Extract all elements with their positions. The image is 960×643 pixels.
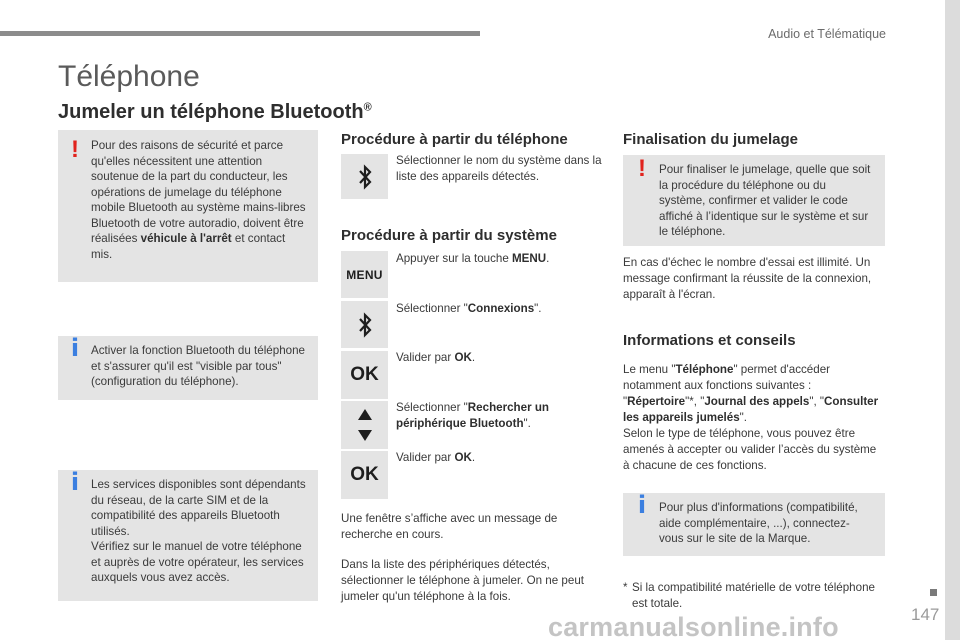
finalisation-heading: Finalisation du jumelage: [623, 131, 799, 148]
system-step-4: Sélectionner "Rechercher un périphérique Bluetooth".: [396, 401, 549, 430]
subtitle-text: Jumeler un téléphone Bluetooth: [58, 101, 364, 123]
infos-text: Le menu "Téléphone" permet d'accéder notamment aux fonctions suivantes : "Répertoire"*, "Journal des appels", "Consulter les appareils jumelés". Selon le type de téléphone, vous pouvez être amenés à accepter ou valider l’accès du système à chacune de ces fonctions.: [623, 363, 879, 472]
ok-key: [341, 351, 388, 399]
infos-heading: Informations et conseils: [623, 332, 796, 349]
phone-step-1: Sélectionner le nom du système dans la liste des appareils détectés.: [396, 154, 602, 183]
warning-icon: !: [638, 155, 646, 182]
info-icon: i: [70, 334, 80, 362]
page-edge-bar: [945, 0, 960, 640]
system-step-3: Valider par OK.: [396, 351, 476, 364]
footnote-text: Si la compatibilité matérielle de votre téléphone est totale.: [632, 581, 875, 610]
ok-key-label: OK: [350, 464, 379, 485]
select-phone-text: Dans la liste des périphériques détectés, sélectionner le téléphone à jumeler. On ne peut jumeler qu'un téléphone à la fois.: [341, 558, 584, 603]
footnote: [623, 580, 885, 612]
up-down-arrows-icon: [356, 407, 374, 443]
bluetooth-info-box: [58, 336, 318, 400]
system-step-2: Sélectionner "Connexions".: [396, 302, 542, 315]
more-info-box: [623, 493, 885, 556]
watermark: carmanualsonline.info: [548, 612, 839, 642]
page-number: 147: [911, 605, 940, 624]
menu-key-label: MENU: [346, 267, 383, 282]
services-info-line-1: Les services disponibles sont dépendants du réseau, de la carte SIM et de la compatibilité des appareils Bluetooth utilisés.: [91, 478, 306, 538]
bluetooth-icon: [357, 312, 373, 338]
system-step-5: Valider par OK.: [396, 451, 476, 464]
menu-key: [341, 251, 388, 298]
bluetooth-key: [341, 301, 388, 348]
safety-warning-box: [58, 130, 318, 282]
services-info-line-2: Vérifiez sur le manuel de votre téléphone et auprès de votre opérateur, les services auxquels vous avez accès.: [91, 540, 304, 584]
finalisation-warning-text: Pour finaliser le jumelage, quelle que soit la procédure du téléphone ou du système, confirmer et valider le code affiché à l’identique sur le système et sur le téléphone.: [659, 163, 871, 238]
footnote-star: *: [623, 581, 628, 594]
section-name: Audio et Télématique: [768, 27, 886, 41]
bluetooth-info-text: Activer la fonction Bluetooth du téléphone et s'assurer qu'il est "visible par tous" (configuration du téléphone).: [91, 344, 305, 388]
services-info-box: [58, 470, 318, 601]
ok-key: [341, 451, 388, 499]
warning-text: Pour des raisons de sécurité et parce qu'elles nécessitent une attention soutenue de la part du conducteur, les opérations de jumelage du téléphone mobile Bluetooth au système mains-libres Bluetooth de votre autoradio, doivent être réalisées véhicule à l'arrêt et contact mis.: [91, 139, 306, 261]
warning-icon: !: [71, 136, 79, 163]
bluetooth-icon: [357, 164, 373, 190]
bluetooth-key: [341, 154, 388, 199]
section-subtitle: [58, 101, 372, 124]
page-marker: [930, 589, 937, 596]
system-step-1: Appuyer sur la touche MENU.: [396, 252, 550, 265]
page-title: Téléphone: [58, 60, 200, 93]
search-message-text: Une fenêtre s’affiche avec un message de recherche en cours.: [341, 512, 558, 541]
info-icon: i: [70, 468, 80, 496]
ok-key-label: OK: [350, 364, 379, 385]
system-procedure-heading: Procédure à partir du système: [341, 227, 557, 244]
header-rule: [0, 31, 480, 36]
more-info-text: Pour plus d'informations (compatibilité, aide complémentaire, ...), connectez-vous sur le site de la Marque.: [659, 501, 858, 545]
phone-procedure-heading: Procédure à partir du téléphone: [341, 131, 568, 148]
registered-mark: ®: [363, 101, 372, 114]
info-icon: i: [637, 491, 647, 519]
finalisation-warning-box: [623, 155, 885, 246]
arrow-keys: [341, 401, 388, 449]
finalisation-text: En cas d'échec le nombre d'essai est illimité. Un message confirmant la réussite de la connexion, apparaît à l'écran.: [623, 256, 872, 301]
